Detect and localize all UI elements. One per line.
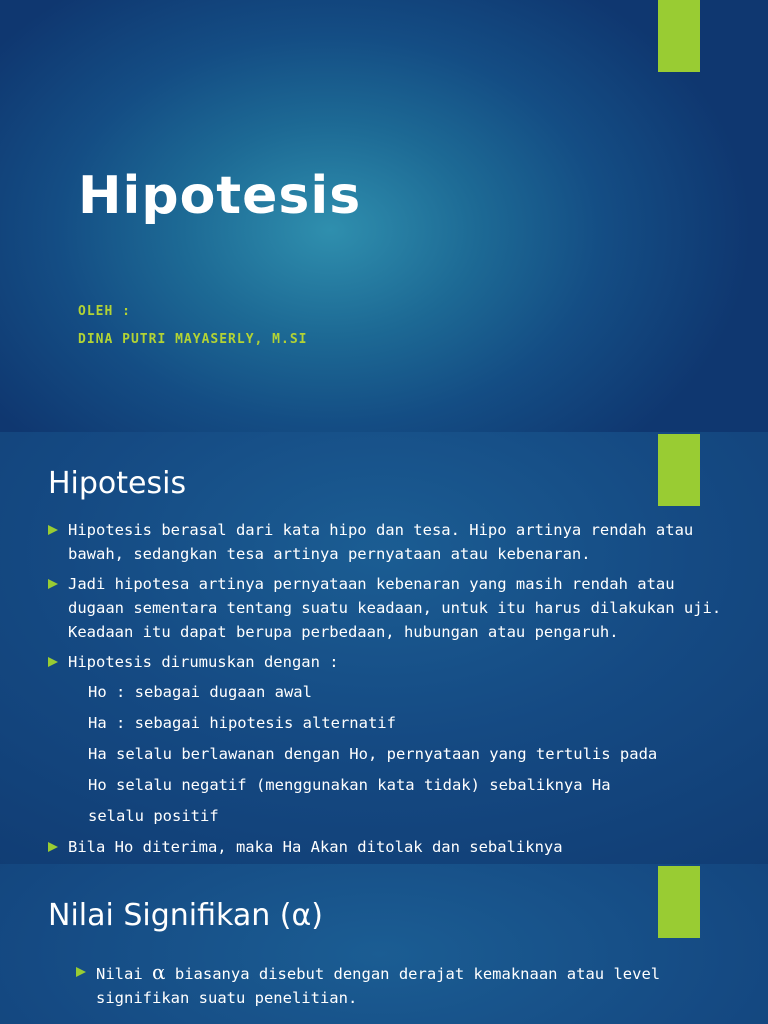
- slide-body: [76, 960, 716, 1016]
- triangle-bullet-icon: [48, 579, 58, 589]
- alpha-symbol: α: [152, 960, 166, 984]
- sub-line: Ha : sebagai hipotesis alternatif: [88, 714, 396, 732]
- slide-body: [48, 518, 728, 864]
- author-name: DINA PUTRI MAYASERLY, M.SI: [78, 332, 308, 347]
- nilai-signifikan-slide: [0, 864, 768, 1024]
- sub-line: Ho selalu negatif (menggunakan kata tidak) sebaliknya Ha: [88, 776, 611, 794]
- triangle-bullet-icon: [76, 967, 86, 977]
- bullet-text: Hipotesis dirumuskan dengan :: [68, 653, 339, 671]
- bullet-item: [48, 835, 728, 859]
- triangle-bullet-icon: [48, 842, 58, 852]
- bullet-prefix: Nilai: [96, 965, 143, 983]
- triangle-bullet-icon: [48, 525, 58, 535]
- author-label: OLEH :: [78, 304, 131, 319]
- bullet-text: biasanya disebut dengan derajat kemaknaan atau level signifikan suatu penelitian.: [96, 965, 661, 1007]
- slide-heading: Nilai Signifikan (α): [48, 898, 323, 933]
- sub-line: selalu positif: [88, 807, 219, 825]
- accent-bar: [658, 434, 700, 506]
- bullet-text: Bila Ho diterima, maka Ha Akan ditolak dan sebaliknya: [68, 838, 563, 856]
- hipotesis-slide: [0, 432, 768, 864]
- sub-line: Ha selalu berlawanan dengan Ho, pernyataan yang tertulis pada: [88, 745, 658, 763]
- title-slide: [0, 0, 768, 432]
- bullet-item: [48, 650, 728, 674]
- slide-title: Hipotesis: [78, 166, 362, 226]
- bullet-item: [48, 518, 728, 566]
- sub-line: Ho : sebagai dugaan awal: [88, 683, 312, 701]
- bullet-text: Hipotesis berasal dari kata hipo dan tesa. Hipo artinya rendah atau bawah, sedangkan tesa artinya pernyataan atau kebenaran.: [68, 521, 694, 563]
- bullet-item: [76, 960, 716, 1010]
- slide-heading: Hipotesis: [48, 466, 187, 501]
- accent-bar: [658, 866, 700, 938]
- triangle-bullet-icon: [48, 657, 58, 667]
- bullet-text: Jadi hipotesa artinya pernyataan kebenaran yang masih rendah atau dugaan sementara tentang suatu keadaan, untuk itu harus dilakukan uji. Keadaan itu dapat berupa perbedaan, hubungan atau pengaruh.: [68, 575, 722, 641]
- bullet-item: [48, 572, 728, 644]
- accent-bar: [658, 0, 700, 72]
